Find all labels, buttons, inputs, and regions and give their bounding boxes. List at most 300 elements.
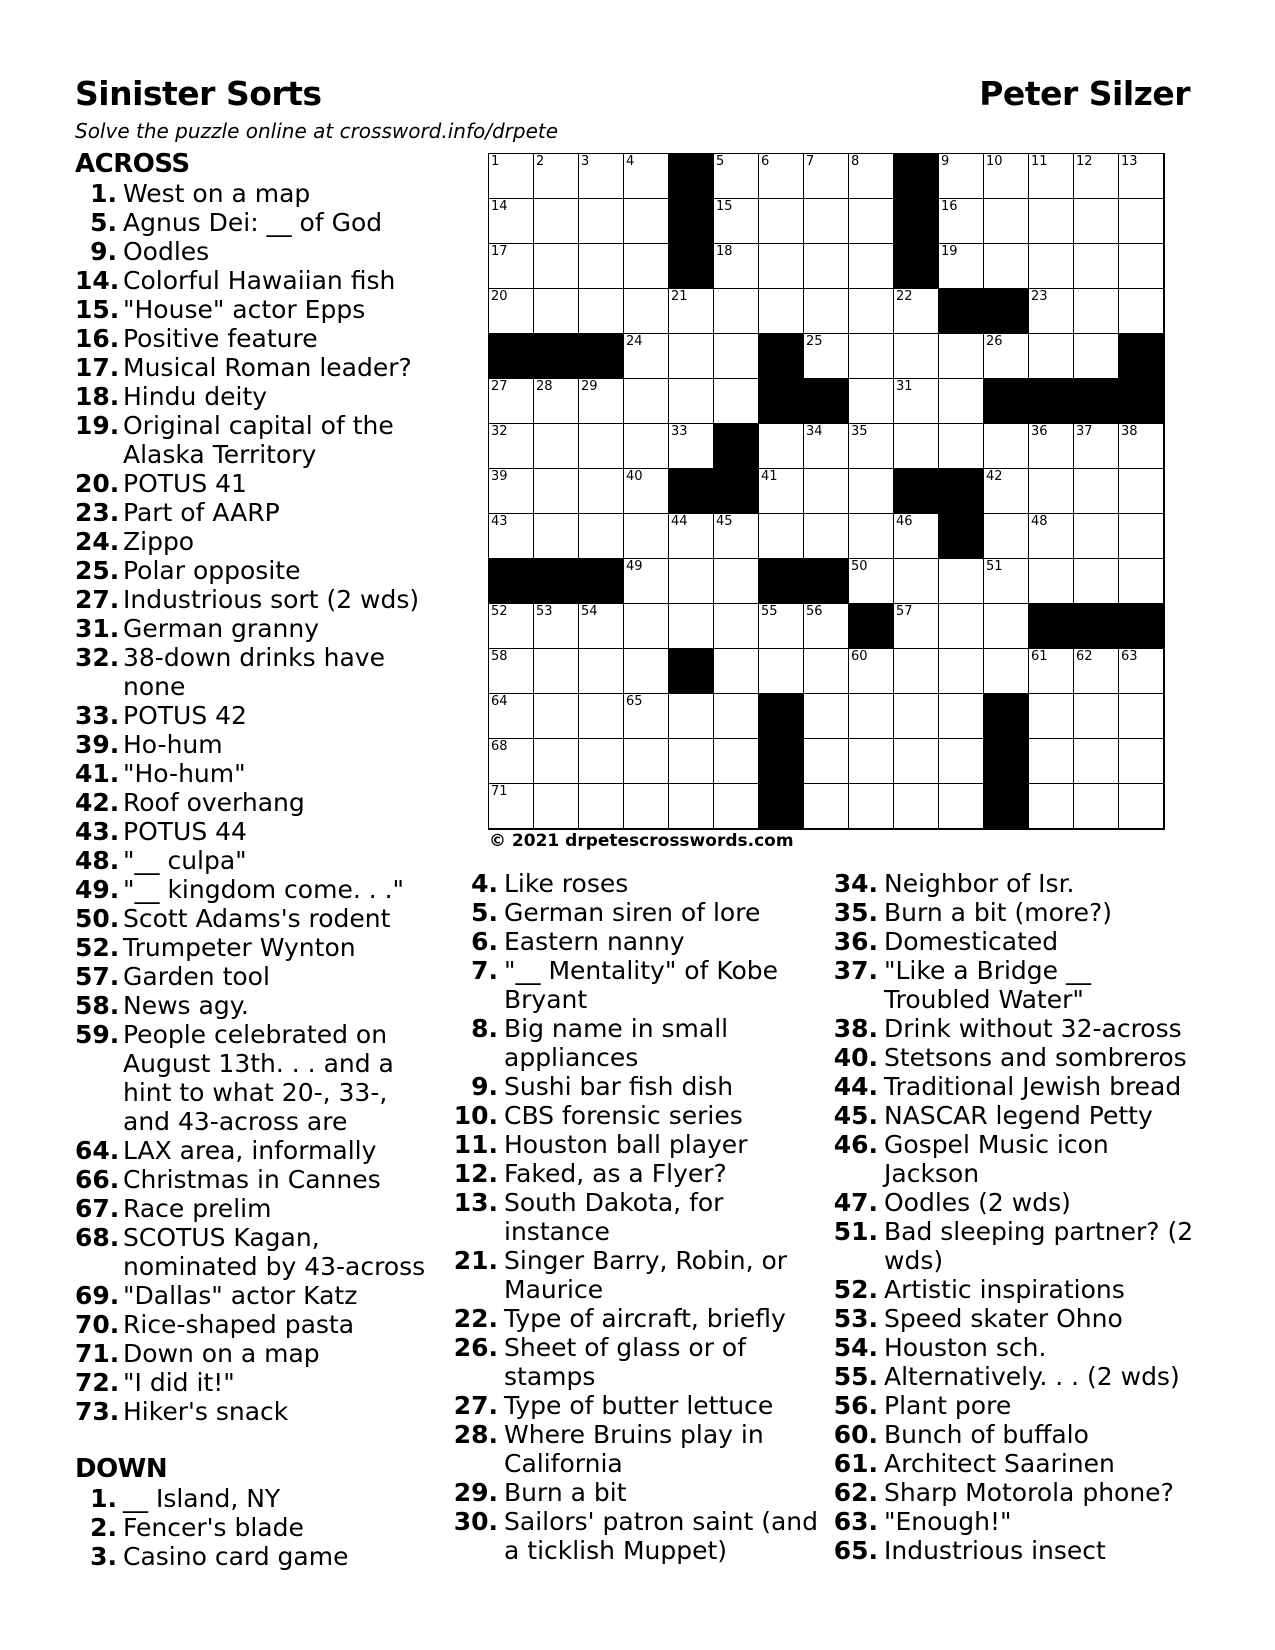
clue-number: 53. bbox=[833, 1304, 878, 1333]
clue-number: 6. bbox=[471, 927, 498, 956]
clue-item bbox=[75, 179, 435, 208]
grid-cell[interactable] bbox=[1119, 424, 1164, 469]
grid-cell[interactable] bbox=[579, 289, 624, 334]
grid-cell[interactable] bbox=[489, 244, 534, 289]
grid-cell[interactable] bbox=[534, 649, 579, 694]
clue-text: Christmas in Cannes bbox=[123, 1165, 381, 1194]
clue-number: 34. bbox=[833, 869, 878, 898]
grid-cell[interactable] bbox=[849, 514, 894, 559]
grid-cell[interactable] bbox=[534, 739, 579, 784]
grid-cell[interactable] bbox=[489, 199, 534, 244]
clue-item bbox=[75, 875, 435, 904]
grid-cell[interactable] bbox=[759, 514, 804, 559]
grid-cell[interactable] bbox=[579, 604, 624, 649]
clue-number: 66. bbox=[75, 1165, 120, 1194]
grid-cell[interactable] bbox=[1119, 739, 1164, 784]
grid-cell[interactable] bbox=[849, 424, 894, 469]
cell-number: 18 bbox=[716, 244, 733, 259]
grid-cell[interactable] bbox=[939, 334, 984, 379]
clue-number: 36. bbox=[833, 927, 878, 956]
grid-block-cell bbox=[894, 199, 939, 244]
grid-cell[interactable] bbox=[489, 379, 534, 424]
grid-cell[interactable] bbox=[714, 649, 759, 694]
grid-cell[interactable] bbox=[804, 199, 849, 244]
clue-item bbox=[450, 927, 822, 956]
cell-number: 54 bbox=[581, 604, 598, 619]
grid-cell[interactable] bbox=[579, 784, 624, 829]
grid-cell[interactable] bbox=[714, 514, 759, 559]
grid-cell[interactable] bbox=[624, 559, 669, 604]
clue-text: Positive feature bbox=[123, 324, 318, 353]
grid-cell[interactable] bbox=[849, 784, 894, 829]
clue-item bbox=[75, 1020, 435, 1136]
grid-cell[interactable] bbox=[894, 649, 939, 694]
grid-cell[interactable] bbox=[624, 244, 669, 289]
grid-cell[interactable] bbox=[1074, 694, 1119, 739]
clue-text: "__ Mentality" of Kobe Bryant bbox=[504, 956, 779, 1014]
clue-number: 28. bbox=[453, 1420, 498, 1449]
grid-cell[interactable] bbox=[714, 379, 759, 424]
grid-cell[interactable] bbox=[534, 604, 579, 649]
clue-text: Stetsons and sombreros bbox=[884, 1043, 1187, 1072]
grid-cell[interactable] bbox=[1029, 424, 1074, 469]
grid-cell[interactable] bbox=[1119, 154, 1164, 199]
grid-cell[interactable] bbox=[984, 559, 1029, 604]
clue-number: 39. bbox=[75, 730, 120, 759]
grid-cell[interactable] bbox=[534, 784, 579, 829]
grid-cell[interactable] bbox=[1029, 739, 1074, 784]
grid-cell[interactable] bbox=[579, 649, 624, 694]
grid-cell[interactable] bbox=[1029, 649, 1074, 694]
grid-cell[interactable] bbox=[759, 199, 804, 244]
cell-number: 45 bbox=[716, 514, 733, 529]
clue-text: Where Bruins play in California bbox=[504, 1420, 764, 1478]
clue-number: 2. bbox=[90, 1513, 117, 1542]
grid-cell[interactable] bbox=[714, 199, 759, 244]
grid-cell[interactable] bbox=[1029, 334, 1074, 379]
puzzle-title: Sinister Sorts bbox=[75, 74, 322, 113]
clue-text: Polar opposite bbox=[123, 556, 301, 585]
grid-cell[interactable] bbox=[714, 784, 759, 829]
grid-cell[interactable] bbox=[1074, 289, 1119, 334]
grid-cell[interactable] bbox=[939, 784, 984, 829]
clue-item bbox=[75, 585, 435, 614]
grid-cell[interactable] bbox=[534, 469, 579, 514]
clue-item bbox=[75, 904, 435, 933]
cell-number: 64 bbox=[491, 694, 508, 709]
clue-column-1 bbox=[75, 150, 435, 1571]
clue-number: 57. bbox=[75, 962, 120, 991]
grid-cell[interactable] bbox=[1119, 784, 1164, 829]
grid-cell[interactable] bbox=[894, 559, 939, 604]
clue-text: "__ kingdom come. . ." bbox=[123, 875, 405, 904]
crossword-grid bbox=[489, 154, 1164, 829]
grid-cell[interactable] bbox=[804, 244, 849, 289]
grid-cell[interactable] bbox=[804, 784, 849, 829]
grid-cell[interactable] bbox=[849, 289, 894, 334]
grid-cell[interactable] bbox=[714, 739, 759, 784]
grid-cell[interactable] bbox=[669, 694, 714, 739]
grid-cell[interactable] bbox=[624, 469, 669, 514]
grid-cell[interactable] bbox=[669, 559, 714, 604]
cell-number: 28 bbox=[536, 379, 553, 394]
clue-number: 9. bbox=[471, 1072, 498, 1101]
clue-item bbox=[75, 1165, 435, 1194]
cell-number: 44 bbox=[671, 514, 688, 529]
clue-number: 68. bbox=[75, 1223, 120, 1252]
grid-block-cell bbox=[894, 244, 939, 289]
grid-cell[interactable] bbox=[849, 694, 894, 739]
grid-cell[interactable] bbox=[759, 469, 804, 514]
grid-cell[interactable] bbox=[1074, 244, 1119, 289]
cell-number: 53 bbox=[536, 604, 553, 619]
cell-number: 7 bbox=[806, 154, 815, 169]
grid-cell[interactable] bbox=[534, 379, 579, 424]
cell-number: 33 bbox=[671, 424, 688, 439]
cell-number: 19 bbox=[941, 244, 958, 259]
grid-cell[interactable] bbox=[489, 289, 534, 334]
cell-number: 9 bbox=[941, 154, 950, 169]
grid-cell[interactable] bbox=[624, 289, 669, 334]
cell-number: 35 bbox=[851, 424, 868, 439]
clue-item bbox=[75, 411, 435, 469]
clue-item bbox=[75, 1223, 435, 1281]
cell-number: 32 bbox=[491, 424, 508, 439]
cell-number: 10 bbox=[986, 154, 1003, 169]
grid-cell[interactable] bbox=[984, 649, 1029, 694]
grid-cell[interactable] bbox=[534, 199, 579, 244]
grid-block-cell bbox=[1119, 334, 1164, 379]
clue-number: 31. bbox=[75, 614, 120, 643]
clue-text: NASCAR legend Petty bbox=[884, 1101, 1153, 1130]
grid-cell[interactable] bbox=[1029, 514, 1074, 559]
grid-cell[interactable] bbox=[759, 604, 804, 649]
grid-cell[interactable] bbox=[579, 424, 624, 469]
grid-cell[interactable] bbox=[1074, 649, 1119, 694]
grid-cell[interactable] bbox=[489, 424, 534, 469]
grid-cell[interactable] bbox=[579, 379, 624, 424]
grid-cell[interactable] bbox=[624, 694, 669, 739]
grid-cell[interactable] bbox=[849, 334, 894, 379]
grid-cell[interactable] bbox=[984, 334, 1029, 379]
clue-number: 71. bbox=[75, 1339, 120, 1368]
clue-number: 20. bbox=[75, 469, 120, 498]
grid-block-cell bbox=[489, 559, 534, 604]
grid-cell[interactable] bbox=[1119, 289, 1164, 334]
grid-cell[interactable] bbox=[894, 694, 939, 739]
grid-cell[interactable] bbox=[894, 424, 939, 469]
grid-cell[interactable] bbox=[1029, 199, 1074, 244]
grid-cell[interactable] bbox=[669, 334, 714, 379]
grid-cell[interactable] bbox=[669, 514, 714, 559]
clue-text: Trumpeter Wynton bbox=[123, 933, 356, 962]
clue-item bbox=[75, 1339, 435, 1368]
grid-cell[interactable] bbox=[489, 739, 534, 784]
grid-cell[interactable] bbox=[1119, 244, 1164, 289]
clue-text: Roof overhang bbox=[123, 788, 305, 817]
grid-cell[interactable] bbox=[804, 649, 849, 694]
grid-cell[interactable] bbox=[624, 604, 669, 649]
clue-text: SCOTUS Kagan, nominated by 43-across bbox=[123, 1223, 426, 1281]
grid-cell[interactable] bbox=[534, 244, 579, 289]
clue-text: Ho-hum bbox=[123, 730, 223, 759]
clue-text: Colorful Hawaiian fish bbox=[123, 266, 396, 295]
clue-item bbox=[75, 1513, 435, 1542]
clue-number: 3. bbox=[90, 1542, 117, 1571]
grid-cell[interactable] bbox=[939, 379, 984, 424]
clue-number: 45. bbox=[833, 1101, 878, 1130]
grid-cell[interactable] bbox=[804, 514, 849, 559]
down-clue-list bbox=[75, 1484, 435, 1571]
grid-cell[interactable] bbox=[759, 154, 804, 199]
grid-cell[interactable] bbox=[1119, 514, 1164, 559]
clue-text: Zippo bbox=[123, 527, 195, 556]
grid-cell[interactable] bbox=[714, 559, 759, 604]
grid-cell[interactable] bbox=[1074, 784, 1119, 829]
clue-item bbox=[450, 1130, 822, 1159]
grid-cell[interactable] bbox=[489, 784, 534, 829]
grid-cell[interactable] bbox=[939, 604, 984, 649]
grid-cell[interactable] bbox=[669, 784, 714, 829]
grid-cell[interactable] bbox=[804, 289, 849, 334]
grid-cell[interactable] bbox=[894, 334, 939, 379]
clue-text: Burn a bit bbox=[504, 1478, 627, 1507]
grid-cell[interactable] bbox=[579, 199, 624, 244]
grid-cell[interactable] bbox=[1119, 559, 1164, 604]
grid-cell[interactable] bbox=[984, 154, 1029, 199]
grid-block-cell bbox=[669, 154, 714, 199]
grid-block-cell bbox=[534, 334, 579, 379]
grid-cell[interactable] bbox=[1074, 559, 1119, 604]
grid-cell[interactable] bbox=[849, 649, 894, 694]
grid-cell[interactable] bbox=[489, 514, 534, 559]
grid-cell[interactable] bbox=[804, 469, 849, 514]
grid-cell[interactable] bbox=[534, 289, 579, 334]
grid-cell[interactable] bbox=[849, 244, 894, 289]
grid-cell[interactable] bbox=[1119, 199, 1164, 244]
clue-item bbox=[75, 1194, 435, 1223]
cell-number: 38 bbox=[1121, 424, 1138, 439]
grid-cell[interactable] bbox=[579, 469, 624, 514]
grid-cell[interactable] bbox=[624, 739, 669, 784]
grid-cell[interactable] bbox=[804, 154, 849, 199]
grid-cell[interactable] bbox=[714, 244, 759, 289]
grid-cell[interactable] bbox=[714, 289, 759, 334]
grid-cell[interactable] bbox=[624, 199, 669, 244]
grid-cell[interactable] bbox=[984, 469, 1029, 514]
clue-item bbox=[830, 1333, 1200, 1362]
grid-cell[interactable] bbox=[804, 334, 849, 379]
grid-cell[interactable] bbox=[489, 469, 534, 514]
grid-cell[interactable] bbox=[1074, 514, 1119, 559]
grid-cell[interactable] bbox=[669, 424, 714, 469]
cell-number: 8 bbox=[851, 154, 860, 169]
grid-cell[interactable] bbox=[714, 334, 759, 379]
clue-item bbox=[450, 869, 822, 898]
grid-cell[interactable] bbox=[1074, 154, 1119, 199]
cell-number: 17 bbox=[491, 244, 508, 259]
clue-text: West on a map bbox=[123, 179, 311, 208]
grid-cell[interactable] bbox=[894, 514, 939, 559]
grid-cell[interactable] bbox=[579, 514, 624, 559]
clue-text: POTUS 44 bbox=[123, 817, 247, 846]
grid-cell[interactable] bbox=[849, 379, 894, 424]
clue-number: 29. bbox=[453, 1478, 498, 1507]
grid-cell[interactable] bbox=[1029, 244, 1074, 289]
grid-cell[interactable] bbox=[759, 649, 804, 694]
grid-cell[interactable] bbox=[894, 379, 939, 424]
clue-item bbox=[75, 527, 435, 556]
grid-cell[interactable] bbox=[489, 604, 534, 649]
clue-text: South Dakota, for instance bbox=[504, 1188, 724, 1246]
grid-cell[interactable] bbox=[1074, 424, 1119, 469]
grid-cell[interactable] bbox=[624, 154, 669, 199]
grid-block-cell bbox=[759, 784, 804, 829]
grid-cell[interactable] bbox=[534, 514, 579, 559]
clue-number: 62. bbox=[833, 1478, 878, 1507]
grid-cell[interactable] bbox=[804, 694, 849, 739]
cell-number: 11 bbox=[1031, 154, 1048, 169]
grid-cell[interactable] bbox=[849, 559, 894, 604]
clue-text: Artistic inspirations bbox=[884, 1275, 1125, 1304]
grid-cell[interactable] bbox=[849, 199, 894, 244]
grid-cell[interactable] bbox=[984, 604, 1029, 649]
grid-cell[interactable] bbox=[939, 199, 984, 244]
grid-cell[interactable] bbox=[804, 739, 849, 784]
grid-cell[interactable] bbox=[894, 739, 939, 784]
grid-cell[interactable] bbox=[759, 424, 804, 469]
grid-cell[interactable] bbox=[894, 289, 939, 334]
grid-cell[interactable] bbox=[669, 739, 714, 784]
grid-block-cell bbox=[939, 289, 984, 334]
clue-item bbox=[75, 1368, 435, 1397]
grid-cell[interactable] bbox=[939, 244, 984, 289]
clue-item bbox=[830, 927, 1200, 956]
grid-cell[interactable] bbox=[939, 154, 984, 199]
grid-block-cell bbox=[894, 469, 939, 514]
grid-cell[interactable] bbox=[1119, 694, 1164, 739]
grid-cell[interactable] bbox=[849, 154, 894, 199]
grid-cell[interactable] bbox=[984, 514, 1029, 559]
clue-text: Eastern nanny bbox=[504, 927, 685, 956]
grid-cell[interactable] bbox=[624, 784, 669, 829]
grid-cell[interactable] bbox=[534, 694, 579, 739]
grid-block-cell bbox=[984, 694, 1029, 739]
clue-text: People celebrated on August 13th. . . and a hint to what 20-, 33-, and 43-across are bbox=[123, 1020, 394, 1136]
grid-cell[interactable] bbox=[534, 154, 579, 199]
clue-item bbox=[830, 956, 1200, 1014]
grid-cell[interactable] bbox=[804, 424, 849, 469]
grid-cell[interactable] bbox=[1074, 334, 1119, 379]
grid-cell[interactable] bbox=[624, 649, 669, 694]
grid-cell[interactable] bbox=[1074, 469, 1119, 514]
grid-cell[interactable] bbox=[939, 694, 984, 739]
grid-cell[interactable] bbox=[579, 244, 624, 289]
grid-cell[interactable] bbox=[1029, 289, 1074, 334]
cell-number: 71 bbox=[491, 784, 508, 799]
grid-cell[interactable] bbox=[1029, 154, 1074, 199]
cell-number: 37 bbox=[1076, 424, 1093, 439]
grid-cell[interactable] bbox=[489, 649, 534, 694]
grid-cell[interactable] bbox=[1074, 739, 1119, 784]
clue-number: 25. bbox=[75, 556, 120, 585]
cell-number: 61 bbox=[1031, 649, 1048, 664]
grid-cell[interactable] bbox=[489, 154, 534, 199]
grid-block-cell bbox=[759, 334, 804, 379]
grid-cell[interactable] bbox=[579, 154, 624, 199]
grid-cell[interactable] bbox=[939, 649, 984, 694]
grid-block-cell bbox=[579, 334, 624, 379]
grid-cell[interactable] bbox=[804, 604, 849, 649]
grid-cell[interactable] bbox=[849, 739, 894, 784]
clue-number: 67. bbox=[75, 1194, 120, 1223]
clue-item bbox=[75, 846, 435, 875]
clue-number: 38. bbox=[833, 1014, 878, 1043]
clue-text: Scott Adams's rodent bbox=[123, 904, 391, 933]
clue-item bbox=[75, 556, 435, 585]
grid-cell[interactable] bbox=[624, 424, 669, 469]
grid-cell[interactable] bbox=[1029, 694, 1074, 739]
clue-text: Hindu deity bbox=[123, 382, 268, 411]
grid-cell[interactable] bbox=[534, 424, 579, 469]
grid-cell[interactable] bbox=[894, 784, 939, 829]
grid-cell[interactable] bbox=[759, 289, 804, 334]
clue-item bbox=[75, 237, 435, 266]
grid-cell[interactable] bbox=[669, 379, 714, 424]
grid-cell[interactable] bbox=[759, 244, 804, 289]
grid-cell[interactable] bbox=[939, 559, 984, 604]
grid-cell[interactable] bbox=[579, 694, 624, 739]
grid-cell[interactable] bbox=[1119, 649, 1164, 694]
grid-cell[interactable] bbox=[714, 694, 759, 739]
cell-number: 34 bbox=[806, 424, 823, 439]
grid-cell[interactable] bbox=[1074, 199, 1119, 244]
grid-cell[interactable] bbox=[669, 289, 714, 334]
clue-number: 52. bbox=[833, 1275, 878, 1304]
grid-cell[interactable] bbox=[1119, 469, 1164, 514]
grid-cell[interactable] bbox=[939, 424, 984, 469]
clue-number: 46. bbox=[833, 1130, 878, 1159]
grid-cell[interactable] bbox=[624, 514, 669, 559]
puzzle-subtitle: Solve the puzzle online at crossword.info/drpete bbox=[75, 119, 559, 143]
grid-cell[interactable] bbox=[714, 604, 759, 649]
grid-cell[interactable] bbox=[984, 244, 1029, 289]
clue-item bbox=[75, 382, 435, 411]
grid-cell[interactable] bbox=[714, 154, 759, 199]
grid-cell[interactable] bbox=[939, 739, 984, 784]
down-heading: DOWN bbox=[75, 1454, 168, 1484]
grid-cell[interactable] bbox=[624, 334, 669, 379]
clue-text: Gospel Music icon Jackson bbox=[884, 1130, 1109, 1188]
grid-cell[interactable] bbox=[1029, 559, 1074, 604]
grid-cell[interactable] bbox=[1029, 784, 1074, 829]
grid-cell[interactable] bbox=[984, 199, 1029, 244]
cell-number: 48 bbox=[1031, 514, 1048, 529]
puzzle-author: Peter Silzer bbox=[979, 74, 1190, 113]
grid-cell[interactable] bbox=[849, 469, 894, 514]
grid-cell[interactable] bbox=[984, 424, 1029, 469]
clue-text: Rice-shaped pasta bbox=[123, 1310, 355, 1339]
grid-cell[interactable] bbox=[579, 739, 624, 784]
clue-item bbox=[75, 730, 435, 759]
grid-cell[interactable] bbox=[894, 604, 939, 649]
grid-cell[interactable] bbox=[669, 604, 714, 649]
clue-text: "__ culpa" bbox=[123, 846, 247, 875]
clue-item bbox=[830, 1449, 1200, 1478]
grid-cell[interactable] bbox=[1029, 469, 1074, 514]
grid-cell[interactable] bbox=[489, 694, 534, 739]
grid-cell[interactable] bbox=[624, 379, 669, 424]
